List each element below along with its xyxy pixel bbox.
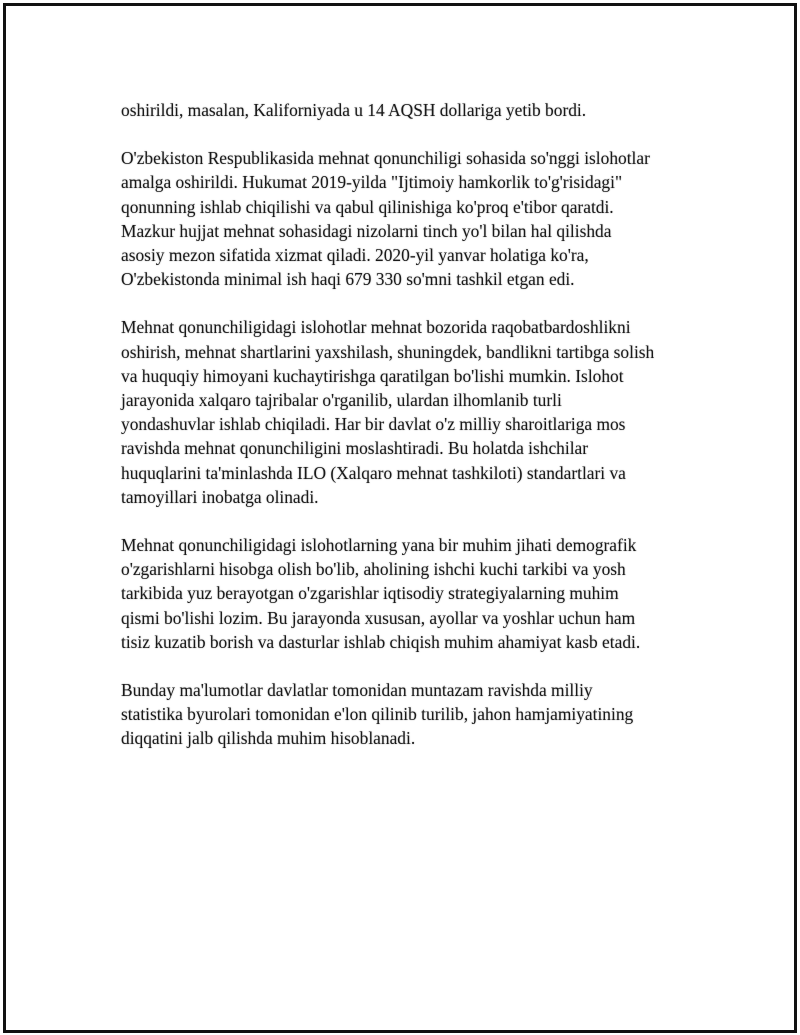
text-line: diqqatini jalb qilishda muhim hisoblanadi. [121,728,416,749]
page-frame [3,3,797,1033]
text-line: Bunday ma'lumotlar davlatlar tomonidan muntazam ravishda milliy [121,680,593,701]
text-line: o'zgarishlarni hisobga olish bo'lib, aholining ishchi kuchi tarkibi va yosh [121,559,626,580]
text-line: va huquqiy himoyani kuchaytirishga qaratilgan bo'lishi mumkin. Islohot [121,365,624,386]
text-line: qonunning ishlab chiqilishi va qabul qilinishiga ko'proq e'tibor qaratdi. [121,196,614,217]
text-line: huquqlarini ta'minlashda ILO (Xalqaro mehnat tashkiloti) standartlari va [121,462,626,483]
text-line: tisiz kuzatib borish va dasturlar ishlab chiqish muhim ahamiyat kasb etadi. [121,631,641,652]
text-line: qismi bo'lishi lozim. Bu jarayonda xususan, ayollar va yoshlar uchun ham [121,607,636,628]
paragraph-5 [121,678,701,751]
text-line: jarayonida xalqaro tajribalar o'rganilib, ulardan ilhomlanib turli [121,390,562,411]
text-line: O'zbekistonda minimal ish haqi 679 330 so'mni tashkil etgan edi. [121,269,575,290]
text-line: oshirildi, masalan, Kaliforniyada u 14 AQSH dollariga yetib bordi. [121,100,587,120]
text-line: O'zbekiston Respublikasida mehnat qonunchiligi sohasida so'nggi islohotlar [121,148,650,169]
text-line: statistika byurolari tomonidan e'lon qilinib turilib, jahon hamjamiyatining [121,704,634,725]
text-line: Mehnat qonunchiligidagi islohotlarning yana bir muhim jihati demografik [121,535,637,556]
text-line: Mazkur hujjat mehnat sohasidagi nizolarni tinch yo'l bilan hal qilishda [121,220,612,241]
text-line: tamoyillari inobatga olinadi. [121,486,319,507]
text-line: tarkibida yuz berayotgan o'zgarishlar iqtisodiy strategiyalarning muhim [121,583,619,604]
text-line: ravishda mehnat qonunchiligini moslashtiradi. Bu holatda ishchilar [121,438,589,459]
document-body [121,98,701,775]
text-line: amalga oshirildi. Hukumat 2019-yilda "Ijtimoiy hamkorlik to'g'risidagi" [121,172,623,193]
text-line: oshirish, mehnat shartlarini yaxshilash, shuningdek, bandlikni tartibga solish [121,341,655,362]
paragraph-1 [121,98,701,122]
text-line: asosiy mezon sifatida xizmat qiladi. 2020-yil yanvar holatiga ko'ra, [121,245,589,266]
text-line: Mehnat qonunchiligidagi islohotlar mehnat bozorida raqobatbardoshlikni [121,317,631,338]
paragraph-4 [121,533,701,654]
text-line: yondashuvlar ishlab chiqiladi. Har bir davlat o'z milliy sharoitlariga mos [121,414,626,435]
paragraph-2 [121,146,701,291]
paragraph-3 [121,315,701,509]
